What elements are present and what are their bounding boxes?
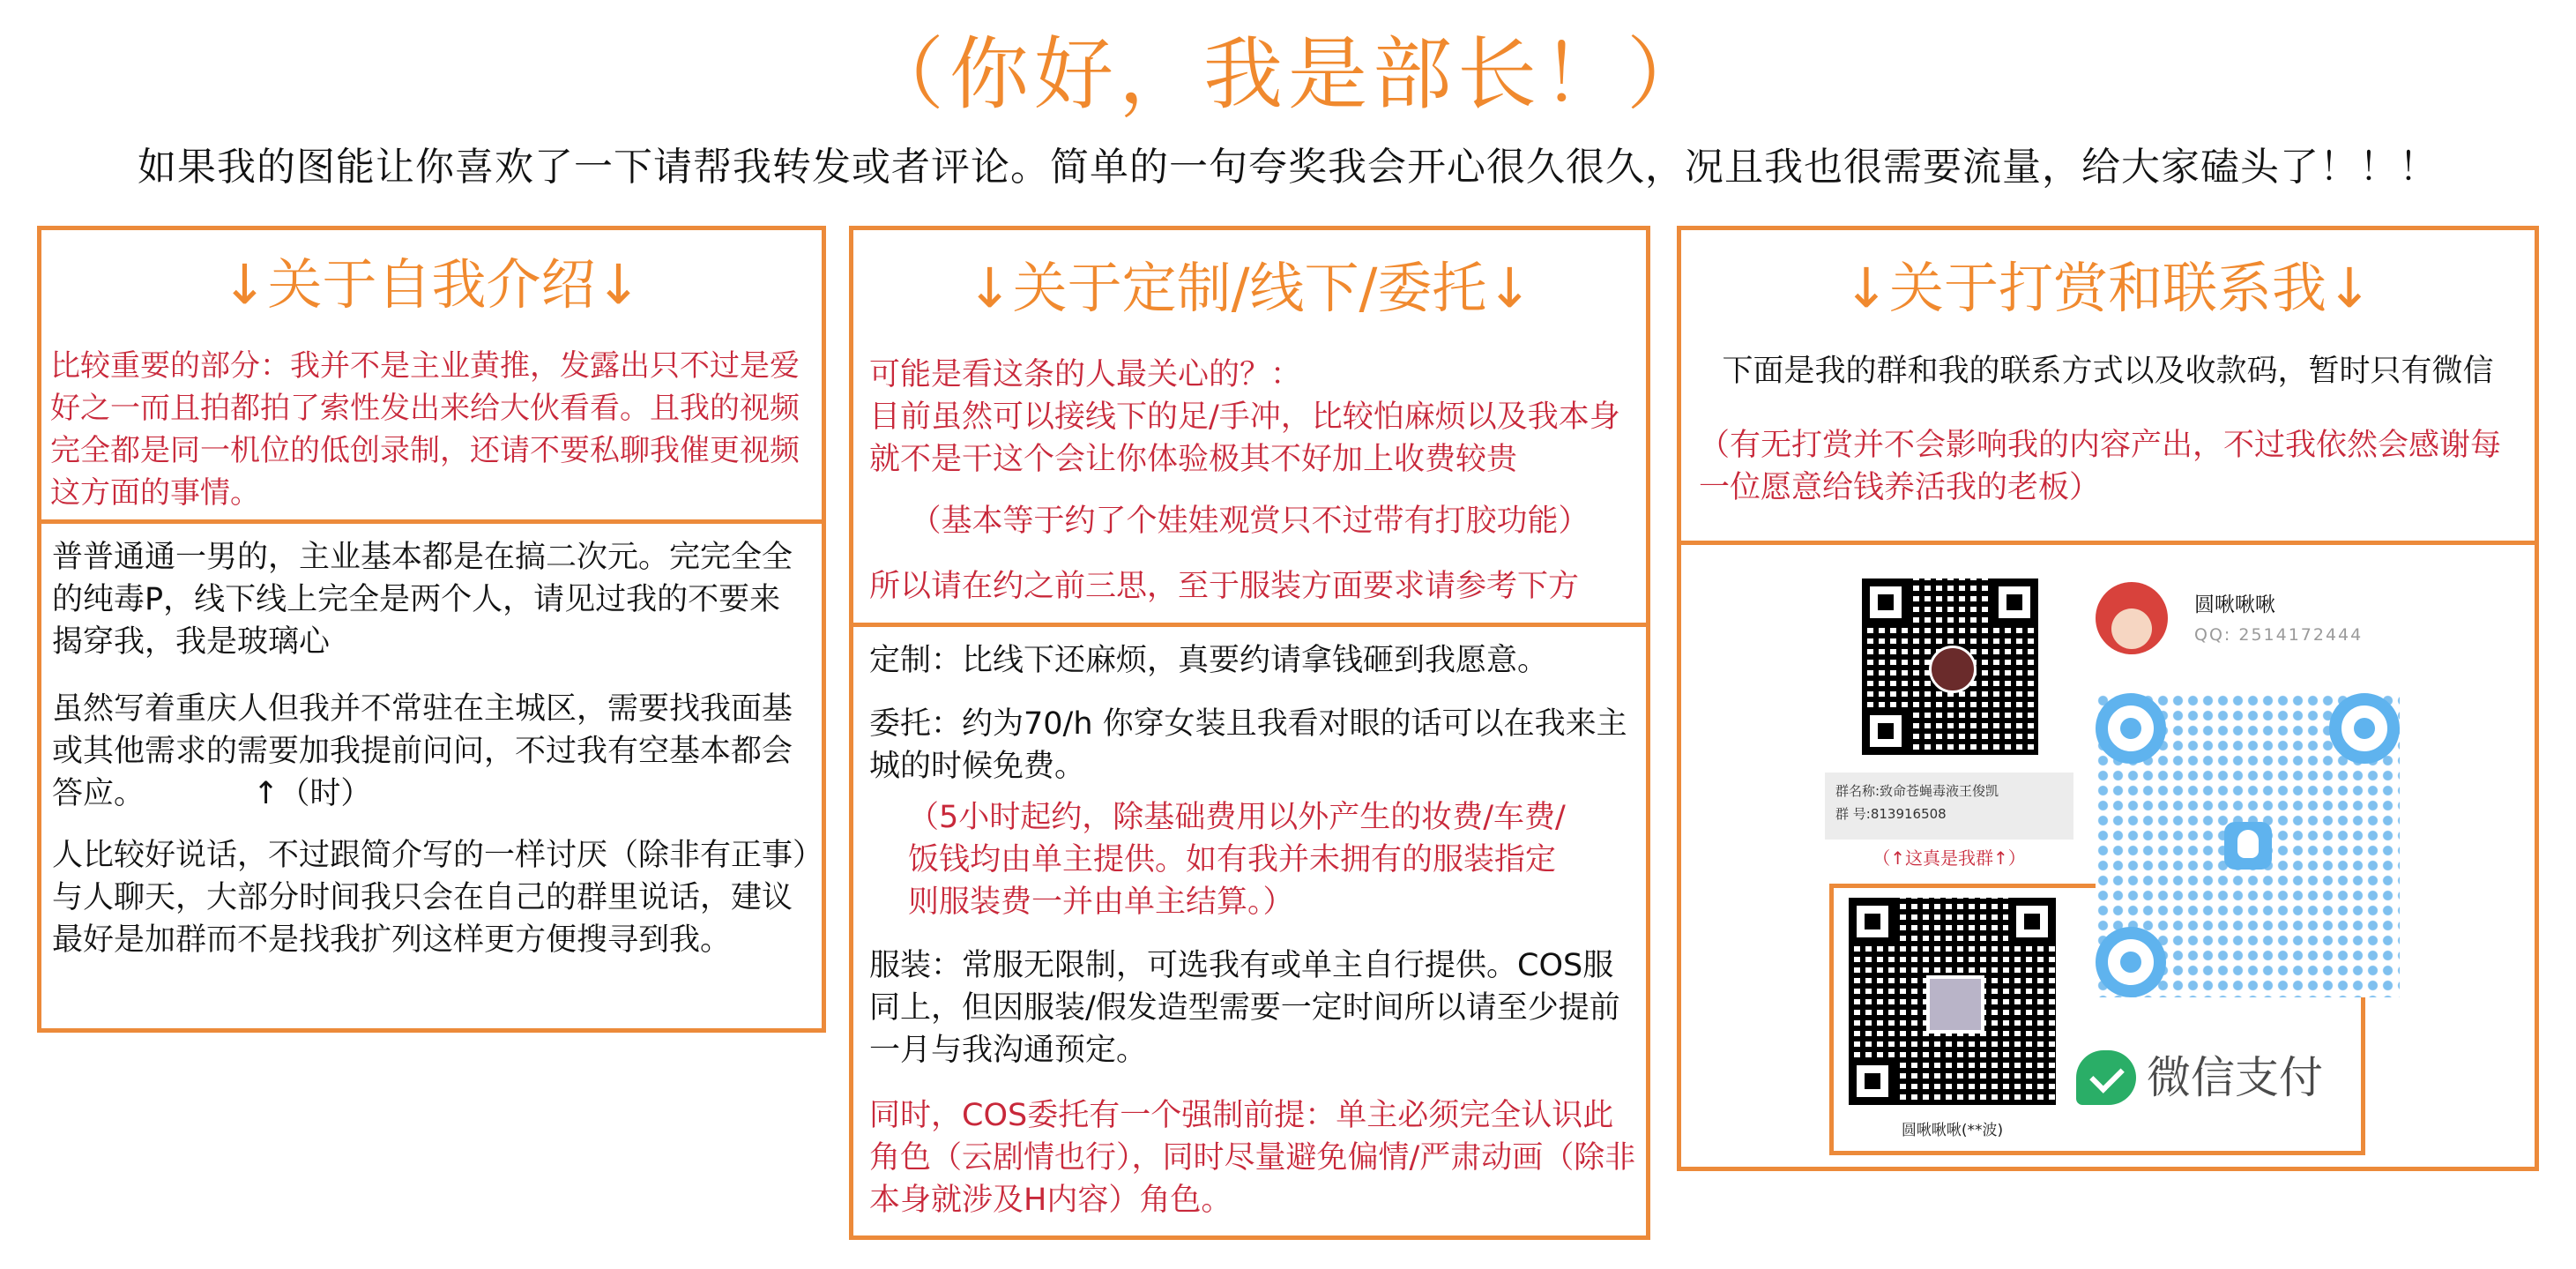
qq-avatar	[2096, 582, 2168, 654]
intro-red-text: 比较重要的部分：我并不是主业黄推，发露出只不过是爱好之一而且拍都拍了索性发出来给大伙看看。且我的视频完全都是同一机位的低创录制，还请不要私聊我催更视频这方面的事情。	[50, 348, 800, 511]
custom-heading: ↓关于定制/线下/委托↓	[966, 256, 1533, 320]
qr-finder-icon	[2329, 693, 2400, 764]
qr-finder-icon	[2008, 898, 2056, 945]
qr-finder-icon	[1862, 579, 1910, 626]
custom-header-box	[849, 226, 1650, 627]
group-number: 群 号:813916508	[1835, 806, 1947, 822]
custom-body-box	[849, 623, 1650, 1240]
reward-red-text: （有无打赏并不会影响我的内容产出，不过我依然会感谢每一位愿意给钱养活我的老板）	[1699, 428, 2502, 505]
reward-header-box	[1677, 226, 2539, 545]
wechat-pay-icon	[2076, 1050, 2136, 1105]
group-name: 群名称:致命苍蝇毒液王俊凯	[1835, 783, 1999, 799]
intro-paragraph-2-note: ↑（时）	[253, 776, 372, 811]
reward-heading: ↓关于打赏和联系我↓	[1843, 256, 2372, 320]
qq-qr-code[interactable]	[2096, 693, 2400, 997]
page-title: （你好，我是部长！）	[865, 28, 1711, 121]
qr-finder-icon	[2096, 693, 2166, 764]
qq-logo-icon	[2224, 822, 2272, 870]
custom-red-note: 所以请在约之前三思，至于服装方面要求请参考下方	[869, 569, 1580, 604]
custom-paragraph-3: 服装：常服无限制，可选我有或单主自行提供。COS服同上，但因服装/假发造型需要一定时间所以请至少提前一月与我沟通预定。	[869, 948, 1620, 1068]
qr-finder-icon	[1849, 1057, 1896, 1105]
wechat-pay-label: 微信支付	[2147, 1052, 2323, 1103]
intro-heading: ↓关于自我介绍↓	[221, 252, 642, 317]
page-subtitle: 如果我的图能让你喜欢了一下请帮我转发或者评论。简单的一句夸奖我会开心很久很久，况且我也很需要流量，给大家磕头了！！！	[138, 145, 2438, 190]
wechat-avatar	[1926, 975, 1984, 1034]
custom-red-text: 目前虽然可以接线下的足/手冲，比较怕麻烦以及我本身就不是干这个会让你体验极其不好加上收费较贵	[869, 399, 1620, 477]
reward-paragraph-1: 下面是我的群和我的联系方式以及收款码，暂时只有微信	[1722, 354, 2494, 389]
reward-body-box	[1677, 541, 2539, 1171]
group-avatar	[1929, 646, 1977, 693]
qr-finder-icon	[1849, 898, 1896, 945]
intro-header-box	[37, 226, 826, 524]
custom-red-paren: （5小时起约，除基础费用以外产生的妆费/车费/饭钱均由单主提供。如有我并未拥有的服装指定则服装费一并由单主结算。）	[908, 800, 1566, 920]
qq-number: QQ: 2514172444	[2194, 625, 2364, 645]
wechat-qr-code[interactable]	[1849, 898, 2056, 1105]
custom-red-final: 同时，COS委托有一个强制前提：单主必须完全认识此角色（云剧情也行），同时尽量避免偏情/严肃动画（除非本身就涉及H内容）角色。	[869, 1098, 1636, 1218]
qr-finder-icon	[1991, 579, 2038, 626]
intro-body-box	[37, 519, 826, 1033]
intro-paragraph-3: 人比较好说话，不过跟简介写的一样讨厌（除非有正事）与人聊天，大部分时间我只会在自己的群里说话，建议最好是加群而不是找我扩列这样更方便搜寻到我。	[52, 838, 808, 958]
qr-finder-icon	[2096, 927, 2166, 997]
custom-red-question: 可能是看这条的人最关心的？：	[869, 357, 1302, 392]
intro-paragraph-1: 普普通通一男的，主业基本都是在搞二次元。完完全全的纯毒P，线下线上完全是两个人，请见过我的不要来揭穿我，我是玻璃心	[52, 540, 793, 660]
qr-finder-icon	[1862, 707, 1910, 755]
group-caption: （↑这真是我群↑）	[1872, 847, 2026, 869]
custom-paren-note: （基本等于约了个娃娃观赏只不过带有打胶功能）	[910, 504, 1590, 539]
group-qr-code[interactable]	[1862, 579, 2038, 755]
intro-paragraph-2: 虽然写着重庆人但我并不常驻在主城区，需要找我面基或其他需求的需要加我提前问问，不过我有空基本都会答应。	[52, 691, 793, 811]
custom-paragraph-1: 定制：比线下还麻烦，真要约请拿钱砸到我愿意。	[869, 643, 1549, 678]
wechat-name: 圆啾啾啾(**波)	[1901, 1122, 2004, 1139]
qq-name: 圆啾啾啾	[2194, 593, 2275, 616]
custom-paragraph-2: 委托：约为70/h 你穿女装且我看对眼的话可以在我来主城的时候免费。	[869, 706, 1627, 784]
